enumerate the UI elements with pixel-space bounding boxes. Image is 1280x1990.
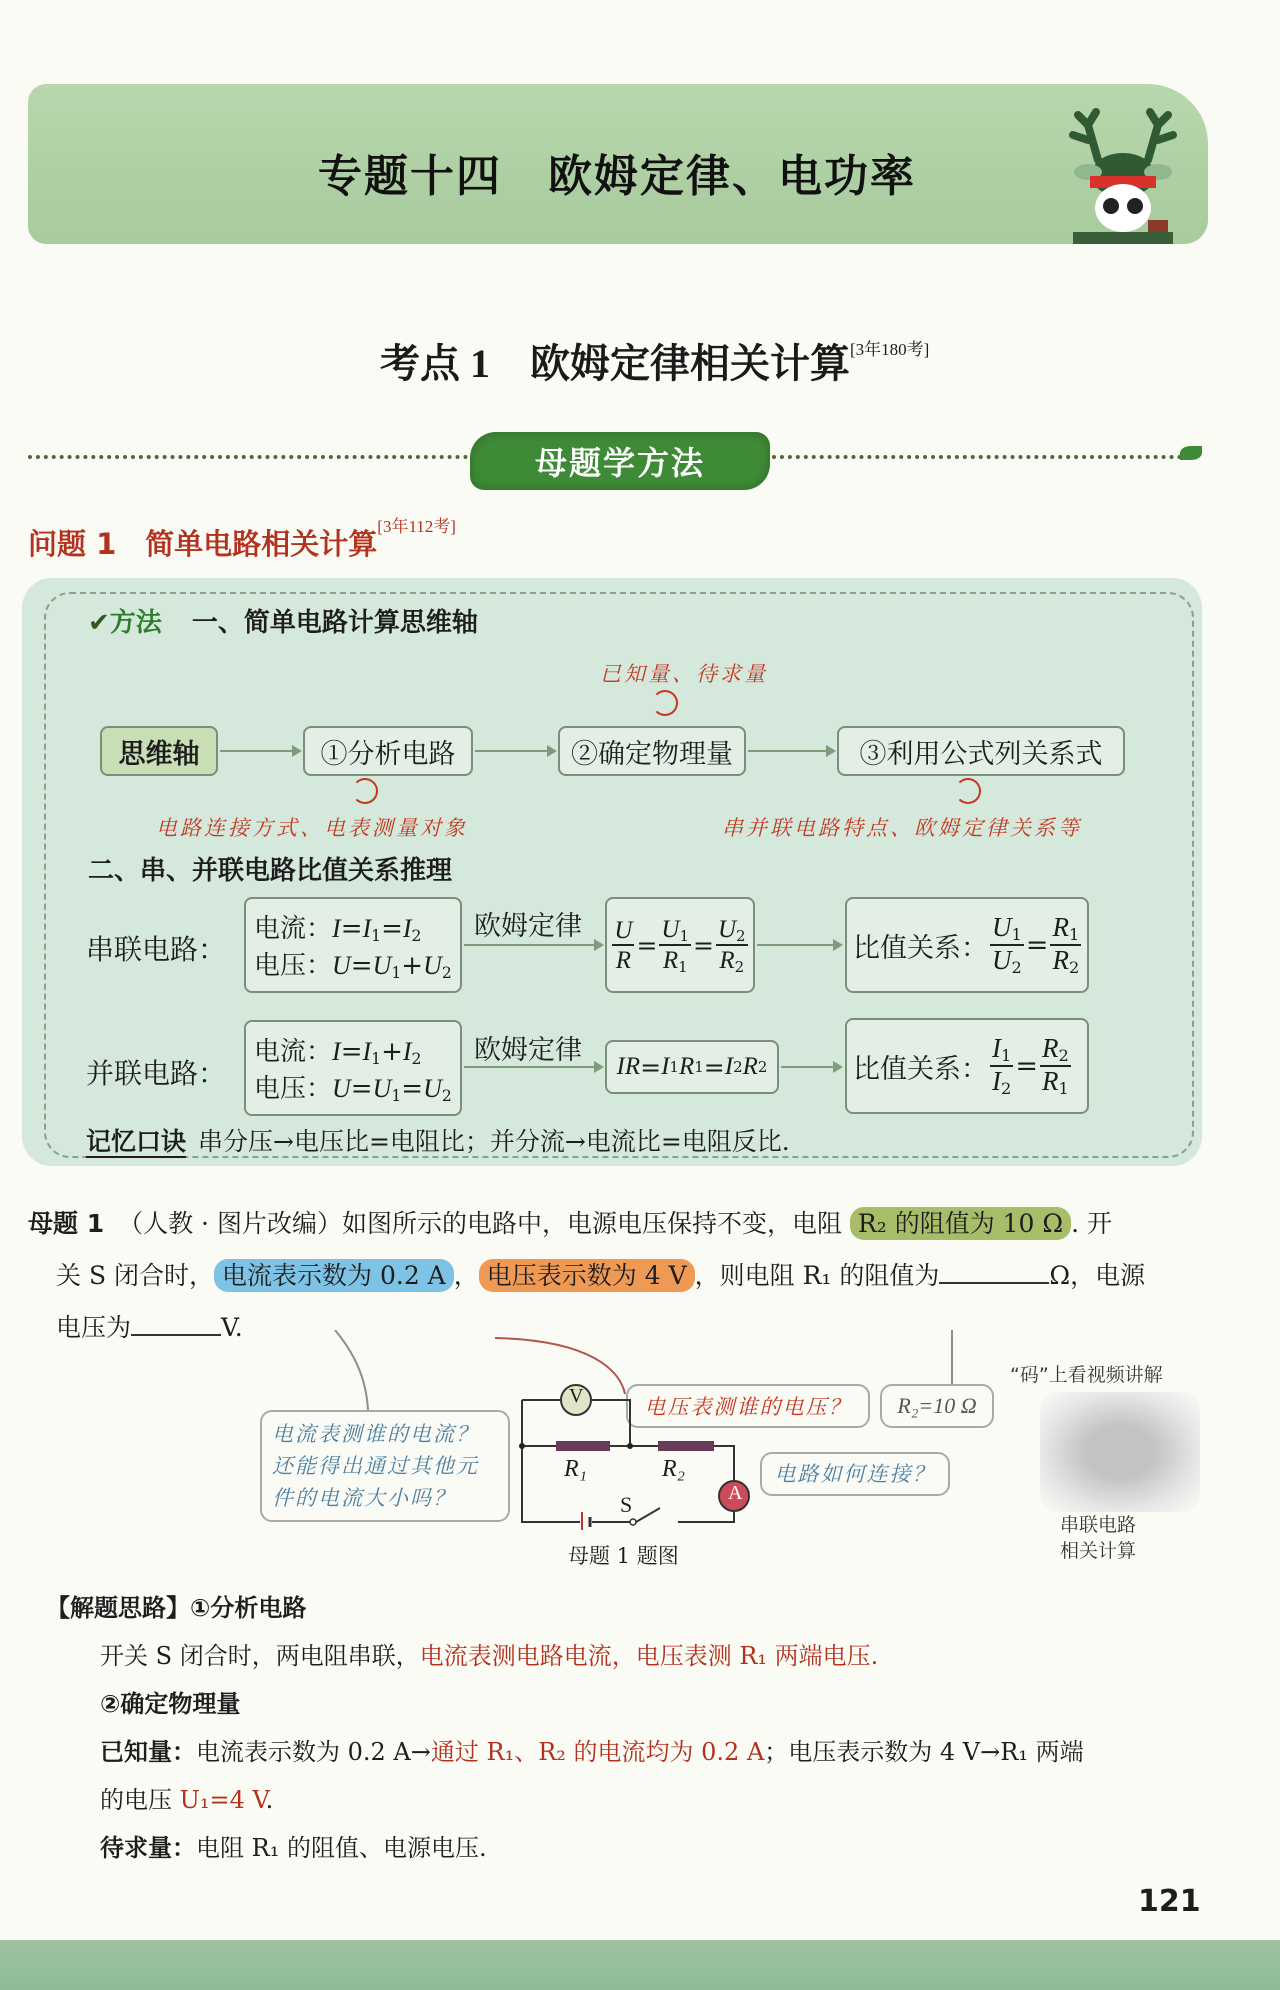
arrow-icon: [757, 944, 841, 946]
divider-right: [772, 455, 1182, 459]
circuit-diagram: [510, 1380, 760, 1530]
problem-text: ，则电阻 R₁ 的阻值为: [694, 1261, 940, 1290]
solution-known-line: [100, 1728, 1084, 1776]
answer-blank-voltage[interactable]: [131, 1310, 221, 1336]
qr-label-line: 串联电路: [1060, 1514, 1137, 1536]
r2-label: R₂: [662, 1456, 686, 1482]
answer-blank-r1[interactable]: [939, 1258, 1049, 1284]
solution-text: ；电压表示数为 4 V→R₁ 两端: [764, 1738, 1084, 1766]
figure-caption: 母题 1 题图: [568, 1544, 679, 1568]
method-tag: 方法: [109, 608, 162, 638]
bubble-current-question: 电流表测谁的电流？还能得出通过其他元件的电流大小吗？: [260, 1410, 510, 1522]
page-number: 121: [1138, 1884, 1201, 1919]
method-heading: [88, 602, 478, 639]
switch-label: S: [620, 1492, 633, 1517]
step-1-box: ①分析电路: [303, 726, 473, 776]
qr-code[interactable]: [1040, 1392, 1200, 1512]
series-derived-box: $\frac{U}{R}$ = $\frac{U_1}{R_1}$ = $\frac{U_2}{R_2}$: [605, 897, 755, 993]
current-label: 电流：: [254, 914, 333, 944]
solution-known-line-2: [100, 1776, 273, 1824]
divider-left: [28, 455, 468, 459]
bubble-voltage-question: 电压表测谁的电压？: [626, 1384, 870, 1428]
current-label: 电流：: [254, 1037, 333, 1067]
step-2-box: ②确定物理量: [558, 726, 746, 776]
solution-text: 开关 S 闭合时，两电阻串联，: [100, 1642, 420, 1670]
step-3-box: ③利用公式列关系式: [837, 726, 1125, 776]
arrow-icon: [220, 750, 300, 752]
mnemonic: [86, 1122, 790, 1158]
problem-source: （人教 · 图片改编）: [118, 1209, 342, 1238]
bubble-r2-value: R₂=10 Ω: [880, 1384, 994, 1428]
series-ratio-box: 比值关系： $\frac{U_1}{U_2}$ = $\frac{R_1}{R_2}$: [845, 897, 1089, 993]
frequency-badge: [3年180考]: [850, 340, 930, 359]
qr-label-line: 相关计算: [1060, 1540, 1137, 1562]
problem-text: 关 S 闭合时，: [56, 1261, 215, 1290]
section-heading: [380, 332, 929, 389]
footer-band: [0, 1940, 1280, 1990]
ammeter-label: A: [728, 1482, 743, 1504]
problem-line-2: 关 S 闭合时， 电流表示数为 0.2 A ， 电压表示数为 4 V ，则电阻 R₁ 的阻值为 Ω，电源: [56, 1250, 1236, 1302]
curl-arrow-icon: [352, 778, 378, 804]
arrow-icon: [748, 750, 834, 752]
problem-heading-text: 问题 1 简单电路相关计算: [28, 527, 378, 561]
ratio-label: 比值关系：: [853, 1053, 988, 1085]
section2-title: 二、串、并联电路比值关系推理: [88, 856, 453, 886]
ohms-law-label: 欧姆定律: [474, 911, 582, 942]
qr-label: [1060, 1512, 1136, 1564]
step-2-note: 已知量、待求量: [600, 662, 768, 686]
parallel-basics-box: 电流：$I=I_1+I_2$ 电压：$U=U_1=U_2$: [244, 1020, 462, 1116]
solution-heading: [46, 1584, 306, 1632]
arrow-icon: [781, 1066, 841, 1068]
solution-text: 电流表示数为 0.2 A→: [196, 1738, 431, 1766]
method-ribbon: 母题学方法: [470, 432, 770, 490]
solution-emphasis: 电流表测电路电流，电压表测 R₁ 两端电压.: [419, 1642, 879, 1670]
r1-label: R₁: [564, 1456, 588, 1482]
known-label: 已知量：: [100, 1738, 196, 1766]
arrow-icon: [475, 750, 555, 752]
step-1-note: 电路连接方式、电表测量对象: [156, 816, 468, 840]
ohms-law-label: 欧姆定律: [474, 1035, 582, 1066]
solution-step2-text: ②确定物理量: [100, 1690, 241, 1718]
qr-caption: “码”上看视频讲解: [1010, 1364, 1163, 1386]
solution-text: .: [265, 1786, 274, 1814]
frequency-badge: [3年112考]: [377, 517, 456, 536]
problem-heading: [28, 512, 456, 563]
section-title: 考点 1 欧姆定律相关计算: [380, 341, 850, 386]
axis-label-box: 思维轴: [100, 726, 218, 776]
highlight-current: 电流表示数为 0.2 A: [214, 1259, 454, 1292]
voltmeter-label: V: [569, 1385, 584, 1407]
parallel-label: 并联电路：: [86, 1057, 227, 1090]
mnemonic-text: 串分压→电压比=电阻比；并分流→电流比=电阻反比.: [198, 1127, 790, 1156]
problem-text: 如图所示的电路中，电源电压保持不变，电阻: [341, 1209, 850, 1238]
series-label: 串联电路：: [86, 933, 227, 966]
bubble-connection-question: 电路如何连接？: [760, 1452, 950, 1496]
solution-emphasis: U₁=4 V: [179, 1786, 266, 1814]
unknown-label: 待求量：: [100, 1834, 196, 1862]
solution-text: 电阻 R₁ 的阻值、电源电压.: [196, 1834, 487, 1862]
problem-label: 母题 1: [28, 1209, 105, 1238]
deer-mascot-icon: [1048, 100, 1198, 250]
curl-arrow-icon: [955, 778, 981, 804]
problem-text: 电压为: [56, 1313, 132, 1342]
step-3-note: 串并联电路特点、欧姆定律关系等: [722, 816, 1082, 840]
voltage-label: 电压：: [254, 1074, 333, 1104]
solution-unknown-line: [100, 1824, 487, 1872]
ratio-label: 比值关系：: [853, 932, 988, 964]
section1-title: 一、简单电路计算思维轴: [191, 608, 478, 638]
solution-line-1: [100, 1632, 878, 1680]
problem-text: V.: [221, 1313, 243, 1342]
problem-line-1: [28, 1198, 1208, 1250]
curl-arrow-icon: [652, 690, 678, 716]
voltage-label: 电压：: [254, 951, 333, 981]
parallel-derived-box: IR = I 1 R 1 = I 2 R 2: [605, 1040, 779, 1094]
problem-text: Ω，电源: [1049, 1261, 1146, 1290]
series-basics-box: 电流：$I=I_1=I_2$ 电压：$U=U_1+U_2$: [244, 897, 462, 993]
highlight-voltage: 电压表示数为 4 V: [479, 1259, 695, 1292]
arrow-icon: [464, 944, 602, 946]
mnemonic-label: 记忆口诀: [86, 1127, 187, 1156]
solution-text: 的电压: [100, 1786, 180, 1814]
parallel-ratio-box: 比值关系： $\frac{I_1}{I_2}$ = $\frac{R_2}{R_1}$: [845, 1018, 1089, 1114]
checkmark-icon: ✔: [88, 608, 110, 638]
arrow-icon: [464, 1066, 602, 1068]
chapter-title: 专题十四 欧姆定律、电功率: [318, 151, 916, 202]
solution-emphasis: 通过 R₁、R₂ 的电流均为 0.2 A: [430, 1738, 765, 1766]
highlight-r2-value: R₂ 的阻值为 10 Ω: [850, 1207, 1071, 1240]
leaf-icon: [1180, 446, 1202, 460]
solution-step2: [100, 1680, 240, 1728]
problem-text: . 开: [1071, 1209, 1113, 1238]
solution-head-text: 【解题思路】①分析电路: [46, 1594, 307, 1622]
